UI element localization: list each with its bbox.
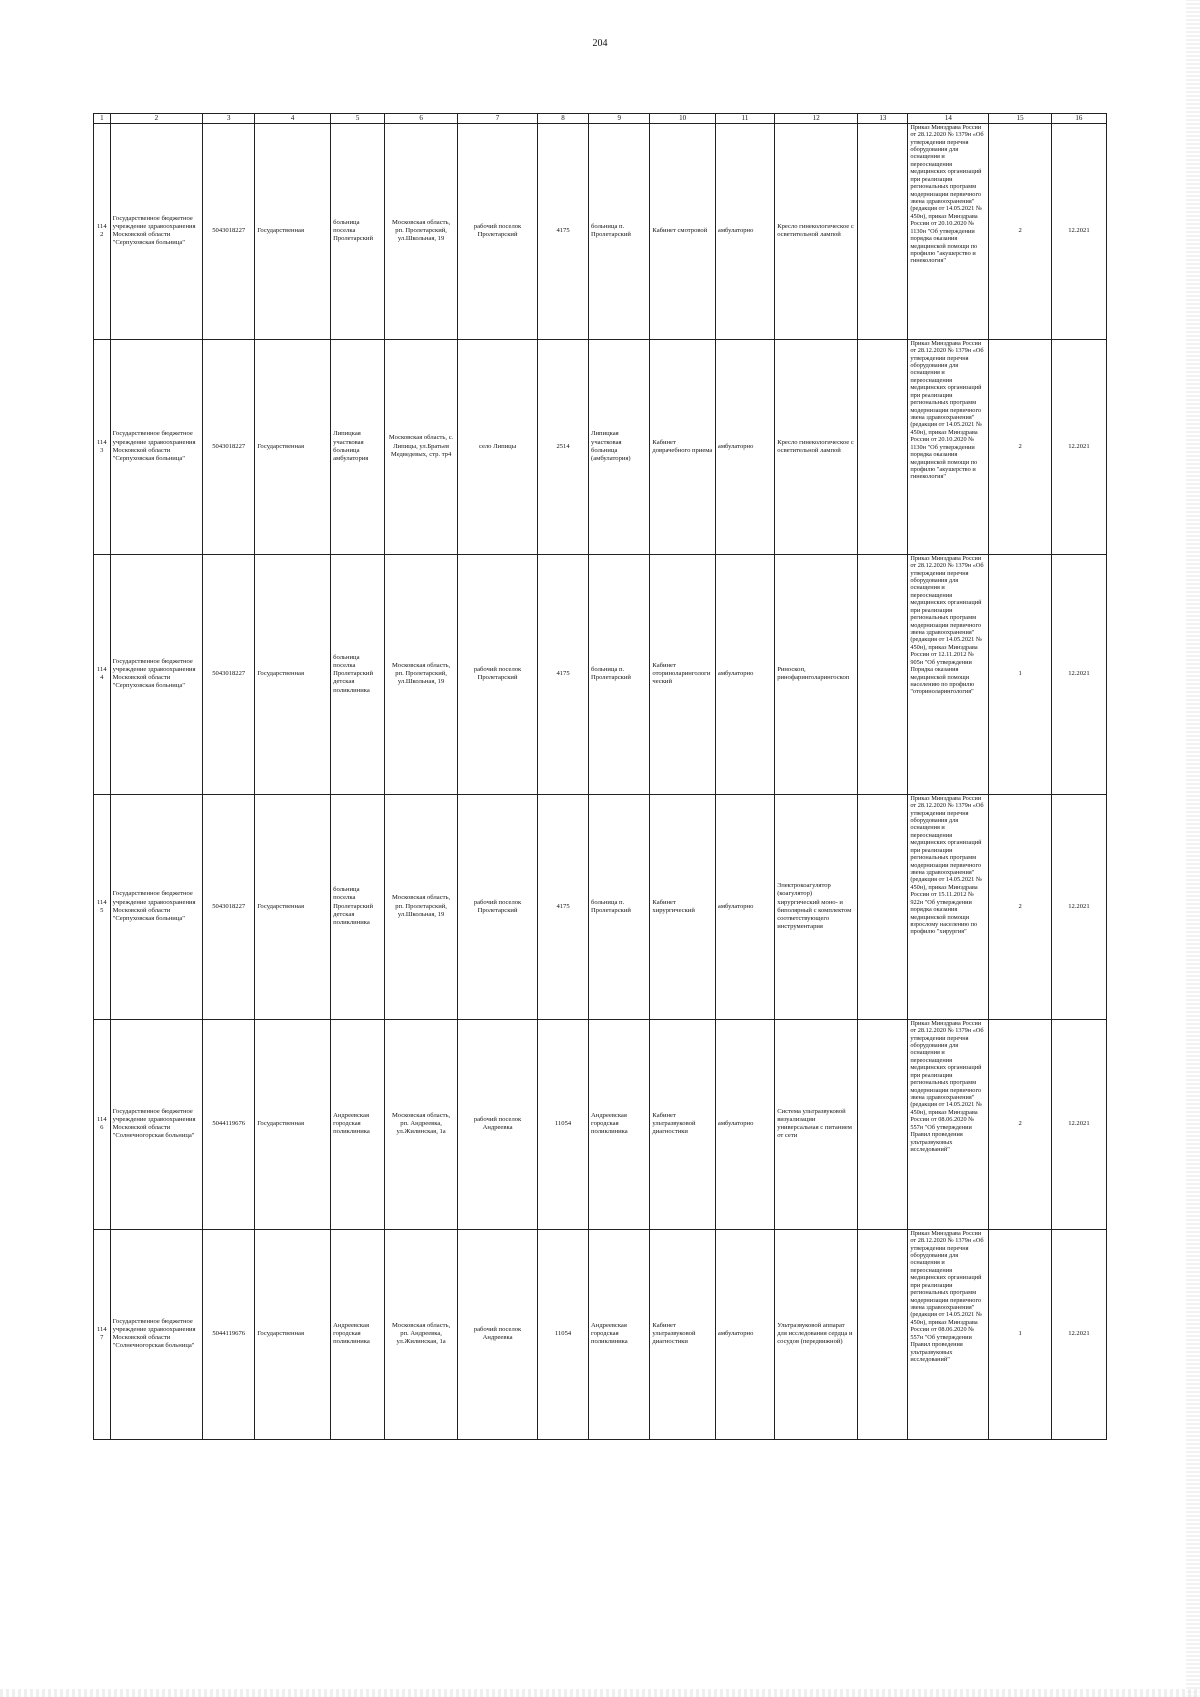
- column-number-row: [94, 114, 1107, 124]
- quantity: 2: [989, 794, 1051, 1019]
- ownership-form: Государственная: [255, 1019, 331, 1229]
- room: Кабинет смотровой: [650, 123, 716, 339]
- row-number: 1144: [94, 554, 111, 794]
- care-type: амбулаторно: [715, 1019, 774, 1229]
- column-header: 11: [715, 114, 774, 124]
- locality: рабочий поселок Пролетарский: [458, 123, 538, 339]
- organization-name: Государственное бюджетное учреждение здравоохранения Московской области "Серпуховская больница": [110, 339, 203, 554]
- row-number: 1147: [94, 1229, 111, 1439]
- address: Московская область, рп. Андреевка, ул.Жилинская, 1а: [385, 1019, 458, 1229]
- locality-code: 4175: [538, 554, 589, 794]
- equipment: Система ультразвуковой визуализации универсальная с питанием от сети: [775, 1019, 858, 1229]
- locality: село Липицы: [458, 339, 538, 554]
- legal-basis-text: Приказ Минздрава России от 28.12.2020 № 1379н «Об утверждении перечня оборудования для оснащения и переоснащения медицинских организаций при реализации региональных программ модернизации первичного звена здравоохранения"(редакция от 14.05.2021 № 450н), приказ Минздрава России от 08.06.2020 № 557н "Об утверждении Правил проведения ультразвуковых исследований": [910, 1019, 984, 1153]
- subdivision: больница поселка Пролетарский детская поликлиника: [331, 794, 385, 1019]
- address: Московская область, рп. Пролетарский, ул.Школьная, 19: [385, 123, 458, 339]
- subdivision: больница поселка Пролетарский детская поликлиника: [331, 554, 385, 794]
- facility: Андреевская городская поликлиника: [589, 1229, 650, 1439]
- table-row: [94, 1019, 1107, 1229]
- equipment: Ультразвуковой аппарат для исследования сердца и сосудов (передвижной): [775, 1229, 858, 1439]
- facility: больница п. Пролетарский: [589, 554, 650, 794]
- equipment: Кресло гинекологическое с осветительной лампой: [775, 339, 858, 554]
- column-13: [858, 1019, 908, 1229]
- care-type: амбулаторно: [715, 554, 774, 794]
- inn: 5043018227: [203, 123, 255, 339]
- table-row: [94, 123, 1107, 339]
- column-header: 15: [989, 114, 1051, 124]
- locality-code: 4175: [538, 794, 589, 1019]
- column-header: 12: [775, 114, 858, 124]
- column-header: 10: [650, 114, 716, 124]
- equipment: Риноскоп, ринофаринголарингоскоп: [775, 554, 858, 794]
- ownership-form: Государственная: [255, 339, 331, 554]
- inn: 5044119676: [203, 1019, 255, 1229]
- ownership-form: Государственная: [255, 1229, 331, 1439]
- column-header: 2: [110, 114, 203, 124]
- address: Московская область, рп. Пролетарский, ул.Школьная, 19: [385, 794, 458, 1019]
- legal-basis-text: Приказ Минздрава России от 28.12.2020 № 1379н «Об утверждении перечня оборудования для оснащения и переоснащения медицинских организаций при реализации региональных программ модернизации первичного звена здравоохранения"(редакция от 14.05.2021 № 450н), приказ Минздрава России от 15.11.2012 № 922н "Об утверждении порядка оказания медицинской помощи взрослому населению по профилю "хирургия": [910, 794, 984, 936]
- legal-basis: [908, 1019, 989, 1229]
- equipment-register-table: [93, 113, 1107, 1440]
- care-type: амбулаторно: [715, 339, 774, 554]
- column-header: 1: [94, 114, 111, 124]
- quantity: 1: [989, 554, 1051, 794]
- locality: рабочий поселок Пролетарский: [458, 794, 538, 1019]
- organization-name: Государственное бюджетное учреждение здравоохранения Московской области "Солнечногорская больница": [110, 1229, 203, 1439]
- organization-name: Государственное бюджетное учреждение здравоохранения Московской области "Солнечногорская больница": [110, 1019, 203, 1229]
- locality: рабочий поселок Андреевка: [458, 1229, 538, 1439]
- room: Кабинет доврачебного приема: [650, 339, 716, 554]
- column-13: [858, 123, 908, 339]
- locality: рабочий поселок Андреевка: [458, 1019, 538, 1229]
- legal-basis-text: Приказ Минздрава России от 28.12.2020 № 1379н «Об утверждении перечня оборудования для оснащения и переоснащения медицинских организаций при реализации региональных программ модернизации первичного звена здравоохранения"(редакция от 14.05.2021 № 450н), приказ Минздрава России от 20.10.2020 № 1130н "Об утверждении порядка оказания медицинской помощи по профилю "акушерство и гинекология": [910, 123, 984, 265]
- care-type: амбулаторно: [715, 794, 774, 1019]
- address: Московская область, рп. Пролетарский, ул.Школьная, 19: [385, 554, 458, 794]
- locality-code: 11054: [538, 1229, 589, 1439]
- locality: рабочий поселок Пролетарский: [458, 554, 538, 794]
- facility: Липицкая участковая больница (амбулатория): [589, 339, 650, 554]
- due-date: 12.2021: [1051, 1229, 1106, 1439]
- column-header: 5: [331, 114, 385, 124]
- address: Московская область, с. Липицы, ул.Братьев Медведевых, стр. тр4: [385, 339, 458, 554]
- care-type: амбулаторно: [715, 1229, 774, 1439]
- row-number: 1143: [94, 339, 111, 554]
- address: Московская область, рп. Андреевка, ул.Жилинская, 1а: [385, 1229, 458, 1439]
- column-13: [858, 1229, 908, 1439]
- locality-code: 2514: [538, 339, 589, 554]
- equipment: Электрокоагулятор (коагулятор) хирургический моно- и биполярный с комплектом соответствующего инструментария: [775, 794, 858, 1019]
- table-row: [94, 794, 1107, 1019]
- ownership-form: Государственная: [255, 554, 331, 794]
- legal-basis-text: Приказ Минздрава России от 28.12.2020 № 1379н «Об утверждении перечня оборудования для оснащения и переоснащения медицинских организаций при реализации региональных программ модернизации первичного звена здравоохранения"(редакция от 14.05.2021 № 450н), приказ Минздрава России от 08.06.2020 № 557н "Об утверждении Правил проведения ультразвуковых исследований": [910, 1229, 984, 1363]
- column-13: [858, 339, 908, 554]
- facility: больница п. Пролетарский: [589, 794, 650, 1019]
- subdivision: Андреевская городская поликлиника: [331, 1229, 385, 1439]
- equipment: Кресло гинекологическое с осветительной лампой: [775, 123, 858, 339]
- legal-basis-text: Приказ Минздрава России от 28.12.2020 № 1379н «Об утверждении перечня оборудования для оснащения и переоснащения медицинских организаций при реализации региональных программ модернизации первичного звена здравоохранения"(редакция от 14.05.2021 № 450н), приказ Минздрава России от 12.11.2012 № 905н "Об утверждении Порядка оказания медицинской помощи населению по профилю "оториноларингология": [910, 554, 984, 696]
- column-header: 7: [458, 114, 538, 124]
- column-header: 9: [589, 114, 650, 124]
- legal-basis: [908, 554, 989, 794]
- column-header: 16: [1051, 114, 1106, 124]
- due-date: 12.2021: [1051, 554, 1106, 794]
- inn: 5044119676: [203, 1229, 255, 1439]
- column-13: [858, 554, 908, 794]
- room: Кабинет ультразвуковой диагностики: [650, 1229, 716, 1439]
- column-13: [858, 794, 908, 1019]
- due-date: 12.2021: [1051, 123, 1106, 339]
- table-row: [94, 1229, 1107, 1439]
- room: Кабинет хирургический: [650, 794, 716, 1019]
- column-header: 3: [203, 114, 255, 124]
- due-date: 12.2021: [1051, 339, 1106, 554]
- row-number: 1145: [94, 794, 111, 1019]
- due-date: 12.2021: [1051, 1019, 1106, 1229]
- subdivision: больница поселка Пролетарский: [331, 123, 385, 339]
- column-header: 13: [858, 114, 908, 124]
- facility: Андреевская городская поликлиника: [589, 1019, 650, 1229]
- inn: 5043018227: [203, 554, 255, 794]
- column-header: 14: [908, 114, 989, 124]
- facility: больница п. Пролетарский: [589, 123, 650, 339]
- inn: 5043018227: [203, 339, 255, 554]
- legal-basis: [908, 1229, 989, 1439]
- legal-basis: [908, 794, 989, 1019]
- organization-name: Государственное бюджетное учреждение здравоохранения Московской области "Серпуховская больница": [110, 794, 203, 1019]
- ownership-form: Государственная: [255, 794, 331, 1019]
- row-number: 1142: [94, 123, 111, 339]
- row-number: 1146: [94, 1019, 111, 1229]
- quantity: 1: [989, 1229, 1051, 1439]
- column-header: 6: [385, 114, 458, 124]
- table-row: [94, 339, 1107, 554]
- legal-basis: [908, 339, 989, 554]
- scan-edge-right: [1186, 0, 1200, 1697]
- page-number: 204: [592, 38, 608, 49]
- subdivision: Липицкая участковая больница амбулатория: [331, 339, 385, 554]
- organization-name: Государственное бюджетное учреждение здравоохранения Московской области "Серпуховская больница": [110, 123, 203, 339]
- subdivision: Андреевская городская поликлиника: [331, 1019, 385, 1229]
- inn: 5043018227: [203, 794, 255, 1019]
- organization-name: Государственное бюджетное учреждение здравоохранения Московской области "Серпуховская больница": [110, 554, 203, 794]
- room: Кабинет оториноларингологический: [650, 554, 716, 794]
- due-date: 12.2021: [1051, 794, 1106, 1019]
- quantity: 2: [989, 123, 1051, 339]
- care-type: амбулаторно: [715, 123, 774, 339]
- scan-edge-bottom: [0, 1689, 1200, 1697]
- legal-basis: [908, 123, 989, 339]
- room: Кабинет ультразвуковой диагностики: [650, 1019, 716, 1229]
- quantity: 2: [989, 339, 1051, 554]
- table-row: [94, 554, 1107, 794]
- column-header: 4: [255, 114, 331, 124]
- locality-code: 11054: [538, 1019, 589, 1229]
- column-header: 8: [538, 114, 589, 124]
- quantity: 2: [989, 1019, 1051, 1229]
- legal-basis-text: Приказ Минздрава России от 28.12.2020 № 1379н «Об утверждении перечня оборудования для оснащения и переоснащения медицинских организаций при реализации региональных программ модернизации первичного звена здравоохранения"(редакция от 14.05.2021 № 450н), приказ Минздрава России от 20.10.2020 № 1130н "Об утверждении порядка оказания медицинской помощи по профилю "акушерство и гинекология": [910, 339, 984, 481]
- locality-code: 4175: [538, 123, 589, 339]
- ownership-form: Государственная: [255, 123, 331, 339]
